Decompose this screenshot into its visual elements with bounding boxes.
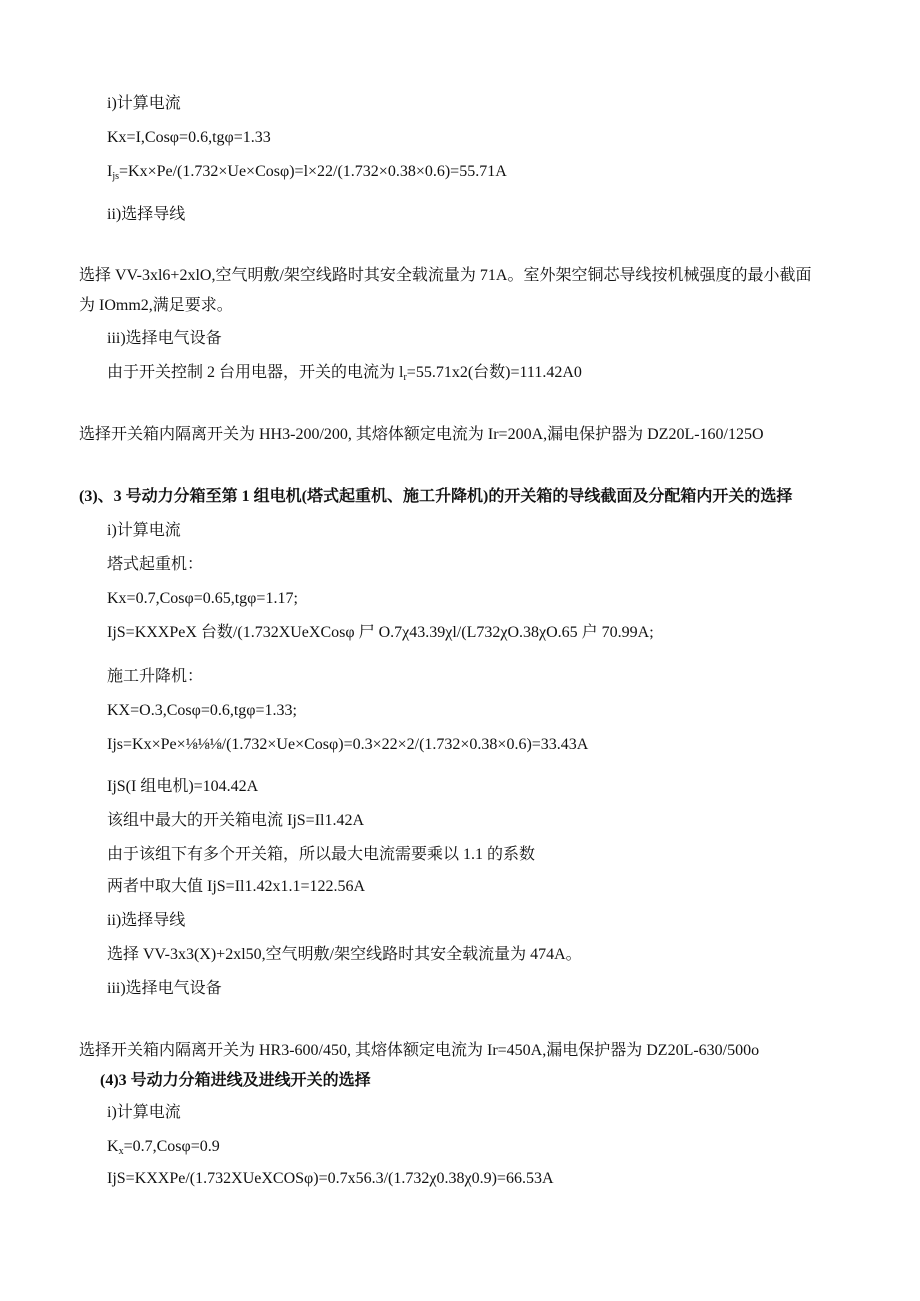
text-line: 两者中取大值 IjS=Il1.42x1.1=122.56A <box>107 878 366 895</box>
text-line: 该组中最大的开关箱电流 IjS=Il1.42A <box>107 812 365 829</box>
formula-line: $K_x=0.7,Cos\varphi=0.9$ <box>107 1138 220 1157</box>
text-line: ii)选择导线 <box>107 912 186 929</box>
text-line: 为 IOmm2,满足要求。 <box>79 297 233 314</box>
section-heading: (4)3 号动力分箱进线及进线开关的选择 <box>100 1072 371 1089</box>
formula-line: KX=O.3,Cosφ=0.6,tgφ=1.33; <box>107 702 297 719</box>
text-line: iii)选择电气设备 <box>107 330 222 347</box>
formula-line: IjS(I 组电机)=104.42A <box>107 778 259 795</box>
text-line: ii)选择导线 <box>107 206 186 223</box>
text-line: iii)选择电气设备 <box>107 980 222 997</box>
text-line: i)计算电流 <box>107 522 181 539</box>
formula-line: $I_{js}=Kx\times Pe/(1.732\times Ue\times Cos\varphi)=l\times 22/(1.732\times 0.38\times 0.6)=55.71A$ <box>107 163 507 182</box>
text-line: 由于开关控制 2 台用电器，开关的电流为 $l_r=55.71x2$(台数)=111.42A0 <box>107 364 582 383</box>
text-line: 选择开关箱内隔离开关为 HH3-200/200, 其熔体额定电流为 Ir=200A,漏电保护器为 DZ20L-160/125O <box>79 426 764 443</box>
text-line: 选择开关箱内隔离开关为 HR3-600/450, 其熔体额定电流为 Ir=450A,漏电保护器为 DZ20L-630/500o <box>79 1042 760 1059</box>
text-line: i)计算电流 <box>107 1104 181 1121</box>
formula-line: IjS=KXXPe/(1.732XUeXCOSφ)=0.7x56.3/(1.732χ0.38χ0.9)=66.53A <box>107 1170 554 1187</box>
text-line: 选择 VV-3x3(X)+2xl50,空气明敷/架空线路时其安全载流量为 474A。 <box>107 946 582 963</box>
text-line: 塔式起重机： <box>107 556 204 573</box>
text-line: 施工升降机： <box>107 668 204 685</box>
text-line: 由于该组下有多个开关箱，所以最大电流需要乘以 1.1 的系数 <box>107 846 536 863</box>
formula-line: Kx=I,Cosφ=0.6,tgφ=1.33 <box>107 129 271 146</box>
text-line: 选择 VV-3xl6+2xlO,空气明敷/架空线路时其安全载流量为 71A。室外架空铜芯导线按机械强度的最小截面 <box>79 267 812 284</box>
text-line: i)计算电流 <box>107 95 181 112</box>
section-heading: (3)、3 号动力分箱至第 1 组电机(塔式起重机、施工升降机)的开关箱的导线截面及分配箱内开关的选择 <box>79 488 793 505</box>
formula-line: Ijs=Kx×Pe×⅛⅛⅛/(1.732×Ue×Cosφ)=0.3×22×2/(1.732×0.38×0.6)=33.43A <box>107 736 589 753</box>
formula-line: IjS=KXXPeX 台数/(1.732XUeXCosφ 尸 O.7χ43.39χl/(L732χO.38χO.65 户 70.99A; <box>107 624 654 641</box>
formula-line: Kx=0.7,Cosφ=0.65,tgφ=1.17; <box>107 590 298 607</box>
